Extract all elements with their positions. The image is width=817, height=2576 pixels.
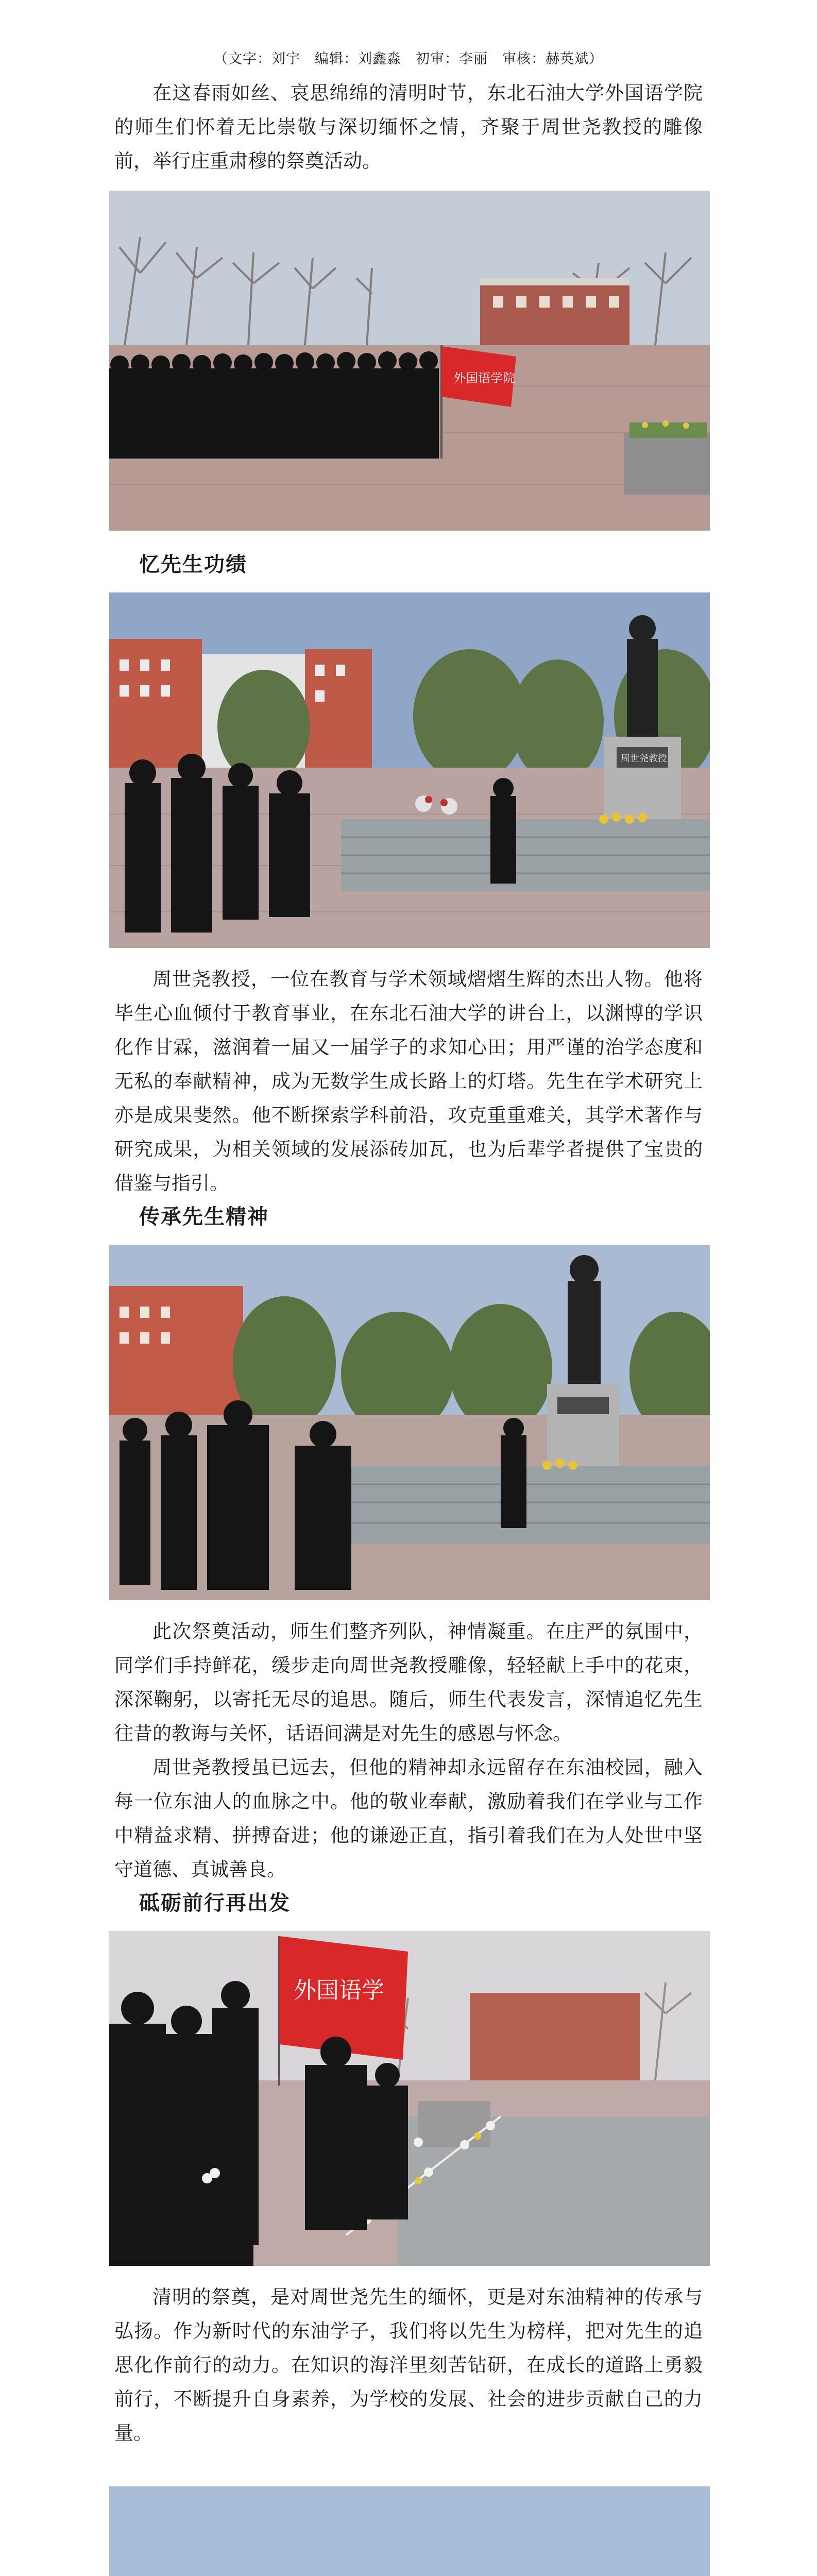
- flag-text: 外国语学院: [453, 372, 515, 385]
- heading-forge-ahead: 砥砺前行再出发: [139, 1891, 291, 1915]
- paragraph-commemoration: 清明的祭奠，是对周世尧先生的缅怀，更是对东油精神的传承与弘扬。作为新时代的东油学子，我们将以先生为榜样，把对先生的追思化作前行的动力。在知识的海洋里刻苦钻研，在成长的道路上勇毅前行，不断提升自身素养，为学校的发展、社会的进步贡献自己的力量。: [114, 2286, 703, 2444]
- author-credit: （文字：刘宇 编辑：刘鑫淼 初审：李丽 审核：赫英斌）: [214, 51, 603, 67]
- photo-lineup: [109, 191, 710, 531]
- paragraph-achievements: 周世尧教授，一位在教育与学术领域熠熠生辉的杰出人物。他将毕生心血倾付于教育事业，在东北石油大学的讲台上，以渊博的学识化作甘霖，滋润着一届又一届学子的求知心田；用严谨的治学态度和无私的奉献精神，成为无数学生成长路上的灯塔。先生在学术研究上亦是成果斐然。他不断探索学科前沿，攻克重重难关，其学术著作与研究成果，为相关领域的发展添砖加瓦，也为后辈学者提供了宝贵的借鉴与指引。: [114, 968, 703, 1194]
- flag-text-2: 外国语学: [294, 1978, 384, 2003]
- paragraph-intro: 在这春雨如丝、哀思绵绵的清明时节，东北石油大学外国语学院的师生们怀着无比崇敬与深切缅怀之情，齐聚于周世尧教授的雕像前，举行庄重肃穆的祭奠活动。: [114, 82, 703, 172]
- photo-statue-steps: [109, 1245, 710, 1600]
- paragraph-spirit: 周世尧教授虽已远去，但他的精神却永远留存在东油校园，融入每一位东油人的血脉之中。他的敬业奉献，激励着我们在学业与工作中精益求精、拼搏奋进；他的谦逊正直，指引着我们在为人处世中坚守道德、真诚善良。: [114, 1756, 703, 1880]
- heading-achievements: 忆先生功绩: [139, 552, 247, 577]
- photo-statue-ceremony: [109, 592, 710, 948]
- heading-inherit-spirit: 传承先生精神: [139, 1205, 269, 1229]
- photo-flower-offering: [109, 1931, 710, 2266]
- paragraph-ceremony: 此次祭奠活动，师生们整齐列队，神情凝重。在庄严的氛围中，同学们手持鲜花，缓步走向周世尧教授雕像，轻轻献上手中的花束，深深鞠躬，以寄托无尽的追思。随后，师生代表发言，深情追忆先生往昔的教诲与关怀，话语间满是对先生的感恩与怀念。: [114, 1620, 703, 1744]
- photo-group: [109, 2486, 710, 2576]
- plaque-text: 周世尧教授: [621, 753, 667, 764]
